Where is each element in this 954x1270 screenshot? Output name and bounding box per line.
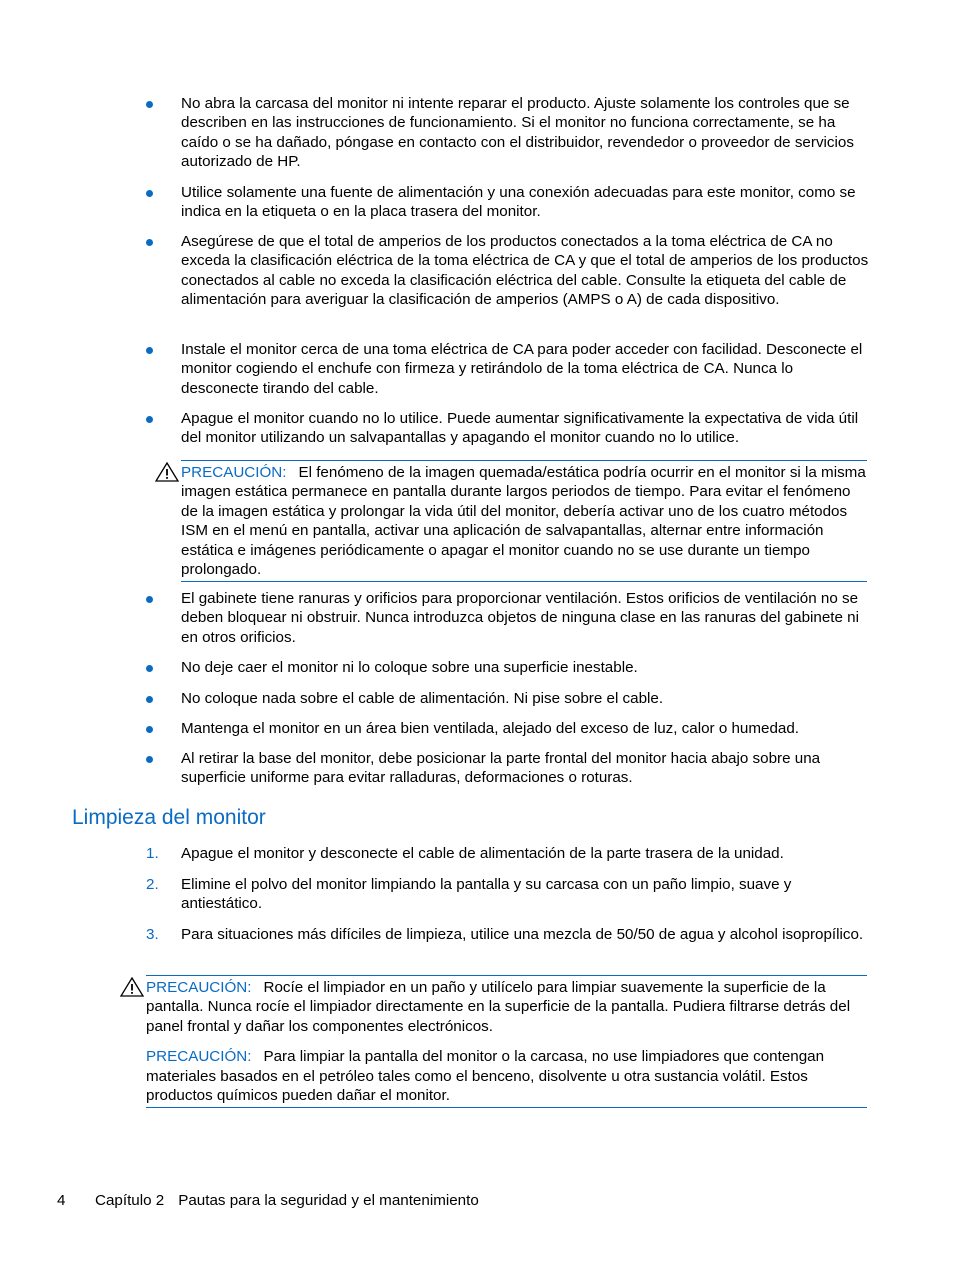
bullet-icon	[146, 101, 153, 108]
list-item-text: No coloque nada sobre el cable de alimentación. Ni pise sobre el cable.	[181, 690, 664, 707]
caution-note	[181, 460, 867, 582]
list-item-text: Al retirar la base del monitor, debe posicionar la parte frontal del monitor hacia abajo sobre una superficie uniforme para evitar ralladuras, deformaciones o roturas.	[181, 750, 821, 787]
bullet-icon	[146, 190, 153, 197]
list-item	[181, 658, 871, 677]
list-item-text: No abra la carcasa del monitor ni intente reparar el producto. Ajuste solamente los controles que se describen en las instrucciones de funcionamiento. Si el monitor no funciona correctamente, se ha caído o se ha dañado, póngase en contacto con el distribuidor, revendedor o proveedor de servicios autorizado de HP.	[181, 95, 854, 171]
bullet-icon	[146, 665, 153, 672]
caution-paragraph	[146, 978, 867, 1036]
caution-label: PRECAUCIÓN:	[146, 979, 252, 996]
list-item-text: Asegúrese de que el total de amperios de los productos conectados a la toma eléctrica de CA no exceda la clasificación eléctrica de la toma eléctrica de CA y que el total de amperios de los productos conectados al cable no exceda la clasificación eléctrica del cable. Consulte la etiqueta del cable de alimentación para averiguar la clasificación de amperios (AMPS o A) de cada dispositivo.	[181, 233, 869, 309]
page-footer	[57, 1191, 479, 1210]
list-item-text: Instale el monitor cerca de una toma eléctrica de CA para poder acceder con facilidad. Desconecte el monitor cogiendo el enchufe con firmeza y retirándolo de la toma eléctrica de CA. Nunca lo desconecte tirando del cable.	[181, 341, 863, 397]
list-item	[181, 689, 871, 708]
list-item-text: El gabinete tiene ranuras y orificios para proporcionar ventilación. Estos orificios de ventilación no se deben bloquear ni obstruir. Nunca introduzca objetos de ninguna clase en las ranuras del gabinete ni en otros orificios.	[181, 590, 859, 646]
list-item	[146, 875, 871, 914]
list-item	[146, 844, 871, 863]
step-text: Elimine el polvo del monitor limpiando la pantalla y su carcasa con un paño limpio, suave y antiestático.	[181, 876, 792, 913]
bullet-icon	[146, 696, 153, 703]
footer-chapter-title: Pautas para la seguridad y el mantenimiento	[178, 1192, 479, 1209]
step-number: 3.	[146, 926, 159, 943]
caution-paragraph	[146, 1047, 867, 1105]
step-text: Para situaciones más difíciles de limpieza, utilice una mezcla de 50/50 de agua y alcohol isopropílico.	[181, 926, 864, 943]
warning-triangle-icon	[120, 977, 144, 997]
caution-paragraph	[181, 463, 867, 579]
list-item-text: Utilice solamente una fuente de alimentación y una conexión adecuadas para este monitor, como se indica en la etiqueta o en la placa trasera del monitor.	[181, 184, 856, 221]
caution-text: El fenómeno de la imagen quemada/estática podría ocurrir en el monitor si la misma imagen estática permanece en pantalla durante largos periodos de tiempo. Para evitar el fenómeno de la imagen estática y prolongar la vida útil del monitor, debería activar uno de los cuatro métodos ISM en el menú en pantalla, activar una aplicación de salvapantallas, alternar entre información estática e imágenes periódicamente o apagar el monitor cuando no se use durante un tiempo prolongado.	[181, 464, 866, 579]
bullet-icon	[146, 756, 153, 763]
caution-label: PRECAUCIÓN:	[181, 464, 287, 481]
bullet-icon	[146, 347, 153, 354]
page-number: 4	[57, 1192, 66, 1209]
list-item	[181, 183, 871, 222]
bullet-icon	[146, 596, 153, 603]
list-item	[146, 925, 871, 944]
list-item-text: Mantenga el monitor en un área bien ventilada, alejado del exceso de luz, calor o humedad.	[181, 720, 800, 737]
list-item-text: Apague el monitor cuando no lo utilice. Puede aumentar significativamente la expectativa de vida útil del monitor utilizando un salvapantallas y apagando el monitor cuando no lo utilice.	[181, 410, 859, 447]
list-item	[181, 340, 871, 398]
list-item	[181, 719, 871, 738]
step-number: 1.	[146, 845, 159, 862]
list-item	[181, 94, 871, 172]
section-title: Limpieza del monitor	[72, 806, 266, 829]
bullet-icon	[146, 726, 153, 733]
list-item	[181, 589, 871, 647]
caution-label: PRECAUCIÓN:	[146, 1048, 252, 1066]
list-item	[181, 232, 871, 310]
step-number: 2.	[146, 876, 159, 893]
warning-triangle-icon	[155, 462, 179, 482]
caution-text: Rocíe el limpiador en un paño y utilícelo para limpiar suavemente la superficie de la pantalla. Nunca rocíe el limpiador directamente en la superficie de la pantalla. Pudiera filtrarse detrás del panel frontal y dañar los componentes electrónicos.	[146, 979, 851, 1035]
list-item	[181, 409, 871, 448]
caution-text: Para limpiar la pantalla del monitor o la carcasa, no use limpiadores que contengan materiales basados en el petróleo tales como el benceno, disolvente u otra sustancia volátil. Estos productos químicos pueden dañar el monitor.	[146, 1048, 825, 1105]
list-item	[181, 749, 871, 788]
bullet-icon	[146, 416, 153, 423]
bullet-icon	[146, 239, 153, 246]
caution-note	[146, 975, 867, 1108]
footer-chapter: Capítulo 2	[95, 1192, 165, 1209]
list-item-text: No deje caer el monitor ni lo coloque sobre una superficie inestable.	[181, 659, 638, 676]
step-text: Apague el monitor y desconecte el cable de alimentación de la parte trasera de la unidad.	[181, 845, 784, 862]
